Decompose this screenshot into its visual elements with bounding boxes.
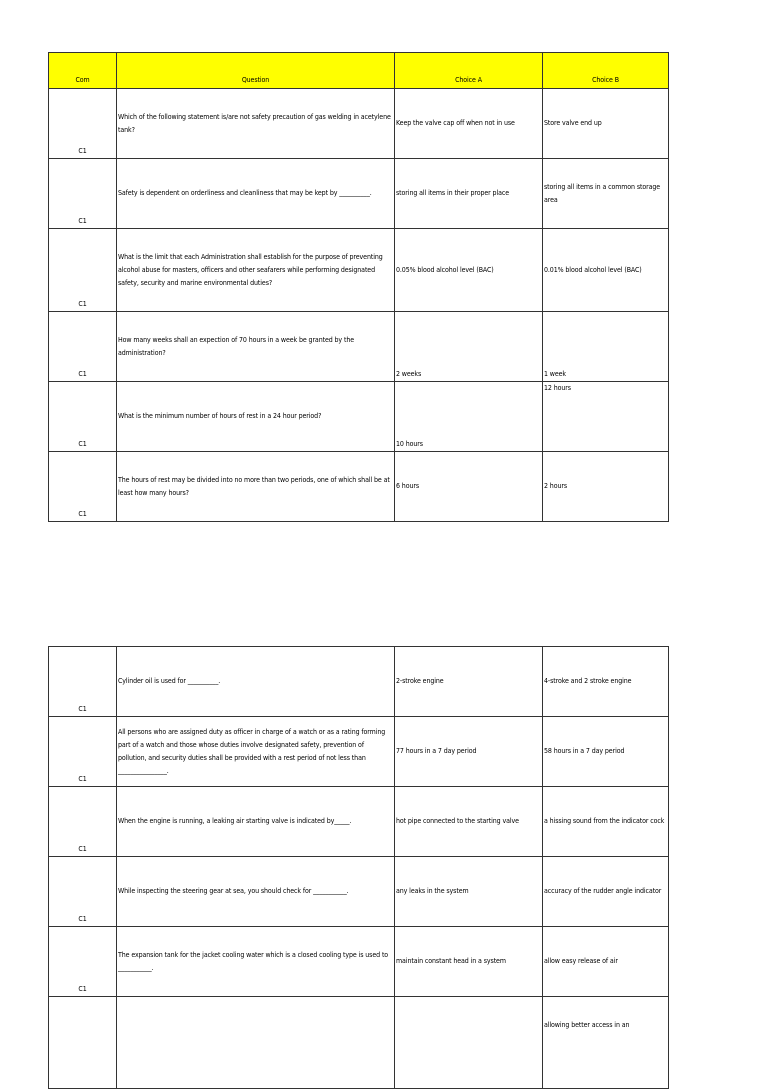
question-table-1 [48,52,669,522]
choice-b-cell: allow easy release of air [543,927,669,997]
com-cell: C1 [49,647,117,717]
com-cell: C1 [49,927,117,997]
com-cell [49,997,117,1089]
header-question: Question [117,53,395,89]
table-row [49,647,669,717]
header-row [49,53,669,89]
choice-b-cell: 58 hours in a 7 day period [543,717,669,787]
com-cell: C1 [49,787,117,857]
choice-b-cell: 12 hours [543,382,669,452]
question-cell: What is the limit that each Administration shall establish for the purpose of preventing alcohol abuse for masters, officers and other seafarers while performing designated safety, security and marine environmental duties? [117,229,395,312]
table-row [49,787,669,857]
choice-b-cell: Store valve end up [543,89,669,159]
header-com: Com [49,53,117,89]
table-row [49,857,669,927]
question-cell: When the engine is running, a leaking air starting valve is indicated by_____. [117,787,395,857]
choice-a-cell: 2-stroke engine [395,647,543,717]
question-cell: All persons who are assigned duty as officer in charge of a watch or as a rating forming part of a watch and those whose duties involve designated safety, prevention of pollution, and security duties shall be provided with a rest period of not less than ________________. [117,717,395,787]
choice-a-cell: Keep the valve cap off when not in use [395,89,543,159]
com-cell: C1 [49,382,117,452]
question-cell [117,997,395,1089]
com-cell: C1 [49,717,117,787]
choice-b-cell: storing all items in a common storage area [543,159,669,229]
com-cell: C1 [49,452,117,522]
table-row [49,997,669,1089]
com-cell: C1 [49,857,117,927]
com-cell: C1 [49,229,117,312]
com-cell: C1 [49,89,117,159]
table-row [49,159,669,229]
question-cell: Cylinder oil is used for __________. [117,647,395,717]
choice-b-cell: 4-stroke and 2 stroke engine [543,647,669,717]
table-row [49,229,669,312]
com-cell: C1 [49,159,117,229]
table-row [49,452,669,522]
question-cell: Safety is dependent on orderliness and cleanliness that may be kept by __________. [117,159,395,229]
choice-a-cell: hot pipe connected to the starting valve [395,787,543,857]
table-row [49,927,669,997]
choice-b-cell: 2 hours [543,452,669,522]
choice-b-cell: accuracy of the rudder angle indicator [543,857,669,927]
question-cell: The hours of rest may be divided into no more than two periods, one of which shall be at least how many hours? [117,452,395,522]
question-cell: What is the minimum number of hours of rest in a 24 hour period? [117,382,395,452]
table-row [49,382,669,452]
choice-a-cell: 0.05% blood alcohol level (BAC) [395,229,543,312]
question-table-2 [48,646,669,1089]
table-row [49,717,669,787]
choice-b-cell: a hissing sound from the indicator cock [543,787,669,857]
choice-a-cell: 10 hours [395,382,543,452]
com-cell: C1 [49,312,117,382]
header-choice-b: Choice B [543,53,669,89]
choice-a-cell: 2 weeks [395,312,543,382]
choice-a-cell: 77 hours in a 7 day period [395,717,543,787]
choice-b-cell: allowing better access in an [543,997,669,1089]
table-row [49,89,669,159]
question-cell: While inspecting the steering gear at sea, you should check for ___________. [117,857,395,927]
question-cell: Which of the following statement is/are not safety precaution of gas welding in acetylene tank? [117,89,395,159]
choice-b-cell: 0.01% blood alcohol level (BAC) [543,229,669,312]
choice-a-cell: 6 hours [395,452,543,522]
choice-a-cell: any leaks in the system [395,857,543,927]
choice-a-cell: maintain constant head in a system [395,927,543,997]
choice-a-cell: storing all items in their proper place [395,159,543,229]
choice-b-cell: 1 week [543,312,669,382]
question-cell: The expansion tank for the jacket cooling water which is a closed cooling type is used to ___________. [117,927,395,997]
question-cell: How many weeks shall an expection of 70 hours in a week be granted by the administration? [117,312,395,382]
table-row [49,312,669,382]
choice-a-cell [395,997,543,1089]
header-choice-a: Choice A [395,53,543,89]
